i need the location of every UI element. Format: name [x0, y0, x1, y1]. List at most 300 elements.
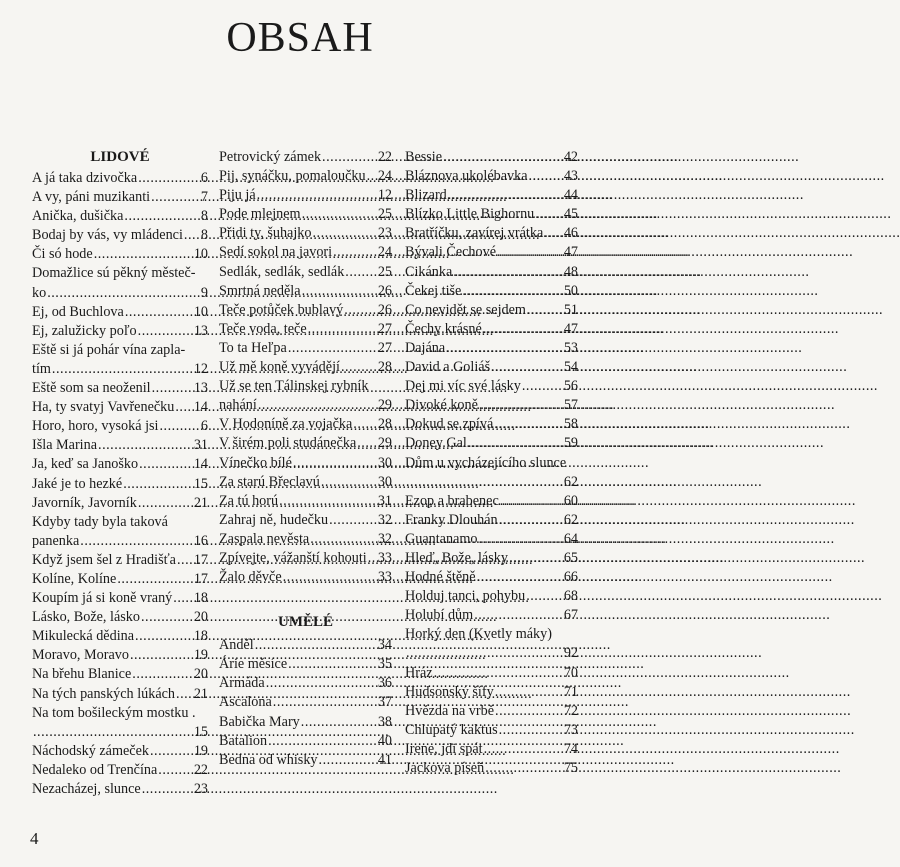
toc-entry-title: Za tú horú	[219, 492, 279, 509]
toc-entry	[219, 751, 392, 770]
toc-entry-title: Pij, synáčku, pomaloučku	[219, 168, 366, 185]
toc-entry	[32, 284, 208, 303]
toc-entry-page: 14	[193, 456, 208, 473]
toc-entry-page: 35	[377, 656, 392, 673]
toc-entry-page: 64	[563, 530, 578, 547]
toc-entry	[219, 568, 392, 587]
toc-entry	[405, 205, 578, 224]
toc-entry-title: Horký den (Kvetly máky)	[405, 626, 552, 643]
dot-leader	[177, 551, 193, 570]
toc-entry-page: 32	[377, 530, 392, 547]
dot-leader	[479, 396, 563, 415]
toc-entry-page: 47	[563, 320, 578, 337]
toc-entry-title: Divoké koně	[405, 397, 478, 414]
toc-entry-page: 47	[563, 244, 578, 261]
toc-entry-page: 6	[200, 418, 208, 435]
dot-leader	[98, 436, 193, 455]
toc-entry-title: Ha, ty svatyj Vavřenečku	[32, 399, 175, 416]
toc-entry	[405, 644, 578, 663]
toc-entry	[32, 245, 208, 264]
dot-leader	[175, 398, 192, 417]
toc-entry-page: 18	[193, 590, 208, 607]
dot-leader	[345, 263, 377, 282]
toc-entry-page: 46	[563, 225, 578, 242]
toc-entry-title: Teče voda, teče	[219, 320, 307, 337]
toc-entry	[32, 532, 208, 551]
toc-entry	[32, 646, 208, 665]
toc-entry	[405, 358, 578, 377]
toc-entry-title: ko	[32, 284, 47, 301]
toc-entry-title: Či só hode	[32, 246, 93, 263]
toc-entry-page: 31	[377, 492, 392, 509]
dot-leader	[151, 188, 200, 207]
dot-leader	[176, 685, 193, 704]
toc-entry	[219, 205, 392, 224]
dot-leader	[125, 303, 193, 322]
dot-leader	[139, 455, 193, 474]
toc-entry-title: Nedaleko od Trenčína	[32, 761, 158, 778]
toc-entry-title: To ta Heľpa	[219, 339, 287, 356]
dot-leader	[495, 702, 563, 721]
dot-leader	[500, 492, 563, 511]
toc-entry-title: Bedna od whisky	[219, 751, 318, 768]
toc-entry-title: Sedí sokol na javori	[219, 244, 333, 261]
toc-entry-page: 21	[193, 685, 208, 702]
toc-entry-page: 62	[563, 473, 578, 490]
toc-entry	[32, 264, 208, 283]
toc-entry	[405, 148, 578, 167]
toc-entry-title: Na tom bošileckým mostku .	[32, 704, 196, 721]
toc-entry-page: 60	[563, 492, 578, 509]
toc-entry-title: Javorník, Javorník	[32, 494, 137, 511]
toc-entry-title: Bývali Čechové	[405, 244, 497, 261]
toc-entry-page: 65	[563, 549, 578, 566]
toc-entry-title: panenka	[32, 532, 80, 549]
dot-leader	[273, 693, 377, 712]
toc-entry-title: Zaspala nevěsta	[219, 530, 310, 547]
toc-entry-title: Horo, horo, vysoká jsi	[32, 418, 159, 435]
dot-leader	[255, 636, 377, 655]
toc-entry-title: Přidi ty, šuhajko	[219, 225, 312, 242]
toc-entry-title: Blizard	[405, 187, 447, 204]
toc-column-1	[32, 148, 208, 799]
dot-leader	[329, 511, 377, 530]
toc-entry	[405, 263, 578, 282]
toc-entry-page: 22	[377, 149, 392, 165]
dot-leader	[141, 608, 193, 627]
dot-leader	[495, 683, 563, 702]
toc-entry	[32, 742, 208, 761]
toc-entry-page: 19	[193, 647, 208, 664]
dot-leader	[301, 713, 377, 732]
toc-entry-page: 23	[193, 781, 208, 797]
toc-entry	[32, 685, 208, 704]
toc-entry	[405, 511, 578, 530]
toc-entry	[32, 704, 208, 723]
toc-entry	[219, 263, 392, 282]
toc-entry	[32, 188, 208, 207]
dot-leader	[462, 282, 562, 301]
dot-leader	[544, 224, 563, 243]
toc-entry-page: 15	[193, 723, 208, 740]
dot-leader	[138, 494, 193, 513]
dot-leader	[288, 339, 377, 358]
toc-entry	[219, 732, 392, 751]
toc-entry	[405, 301, 578, 320]
dot-leader	[479, 530, 563, 549]
toc-entry-page: 41	[377, 751, 392, 768]
toc-entry-page: 19	[193, 742, 208, 759]
toc-entry-title: Čechy krásné	[405, 320, 482, 337]
dot-leader	[52, 360, 193, 379]
toc-entry-page: 9	[200, 284, 208, 301]
toc-entry-page: 56	[563, 378, 578, 395]
toc-entry-title: David a Goliáš	[405, 359, 491, 376]
toc-entry	[405, 243, 578, 262]
toc-entry-page: 51	[563, 301, 578, 318]
toc-entry	[405, 740, 578, 759]
toc-entry-title: Domažlice sú pěkný městeč-	[32, 265, 196, 282]
toc-entry	[32, 665, 208, 684]
dot-leader	[535, 205, 563, 224]
toc-entry	[219, 511, 392, 530]
toc-entry	[32, 513, 208, 532]
toc-entry-page: 21	[193, 494, 208, 511]
toc-entry	[219, 282, 392, 301]
toc-entry-title: Lásko, Bože, lásko	[32, 609, 140, 626]
toc-entry	[405, 186, 578, 205]
toc-list	[219, 148, 392, 587]
toc-entry-page: 24	[377, 244, 392, 261]
toc-entry-title: nahání	[219, 397, 257, 414]
toc-entry	[405, 377, 578, 396]
toc-entry-title: Vínečko bílé	[219, 454, 292, 471]
toc-entry-page: 42	[563, 149, 578, 165]
dot-leader	[468, 434, 563, 453]
dot-leader	[302, 282, 377, 301]
toc-entry-page: 62	[563, 511, 578, 528]
toc-column-2	[219, 148, 392, 770]
toc-entry-title: Na břehu Blanice	[32, 666, 132, 683]
toc-entry	[219, 396, 392, 415]
toc-entry	[219, 339, 392, 358]
page-number: 4	[30, 829, 39, 848]
dot-leader	[526, 587, 563, 606]
toc-entry-page: 23	[377, 225, 392, 242]
dot-leader	[484, 740, 563, 759]
toc-entry-page: 40	[377, 732, 392, 749]
toc-entry-title: Árie měsíce	[219, 656, 288, 673]
toc-entry-title: Bodaj by vás, vy mládenci	[32, 227, 183, 244]
toc-entry-page: 54	[563, 359, 578, 376]
toc-entry	[219, 674, 392, 693]
dot-leader	[124, 207, 200, 226]
dot-leader	[310, 530, 377, 549]
dot-leader	[80, 532, 193, 551]
toc-entry	[32, 494, 208, 513]
toc-entry-title: Anděl	[219, 637, 254, 654]
toc-entry	[405, 625, 578, 644]
toc-entry-title: Išla Marina	[32, 437, 98, 454]
toc-entry-page: 28	[377, 359, 392, 376]
dot-leader	[279, 492, 377, 511]
toc-entry-page: 92	[563, 645, 578, 662]
dot-leader	[283, 568, 377, 587]
toc-entry-title: Holduj tanci, pohybu	[405, 588, 526, 605]
toc-entry-page: 75	[563, 760, 578, 776]
toc-entry	[219, 148, 392, 167]
section-heading-lidove: LIDOVÉ	[90, 149, 150, 165]
dot-leader	[152, 379, 193, 398]
toc-entry	[219, 636, 392, 655]
toc-entry-title: V Hodoníně za vojačka	[219, 416, 353, 433]
toc-list	[32, 169, 208, 799]
toc-entry-title: Dej mi víc své lásky	[405, 378, 521, 395]
section-heading-umele: UMĚLÉ	[277, 614, 333, 631]
toc-entry-page: 45	[563, 206, 578, 223]
toc-entry-title: Ezop a brabenec	[405, 492, 499, 509]
toc-entry-title: Chlupatý kaktus	[405, 721, 498, 738]
toc-entry	[219, 693, 392, 712]
toc-entry-title: Eště si já pohár vína zapla-	[32, 341, 186, 358]
toc-entry-title: Žalo děvče	[219, 569, 282, 586]
toc-entry-title: Armáda	[219, 675, 265, 692]
toc-entry-page: 13	[193, 322, 208, 339]
toc-entry	[405, 549, 578, 568]
dot-leader	[341, 358, 377, 377]
toc-entry-page: 74	[563, 740, 578, 757]
toc-entry	[32, 475, 208, 494]
toc-entry-page: 7	[200, 189, 208, 206]
toc-entry	[219, 186, 392, 205]
toc-entry	[219, 415, 392, 434]
toc-entry	[32, 761, 208, 780]
dot-leader	[509, 549, 563, 568]
toc-entry-title: Kdyby tady byla taková	[32, 513, 168, 530]
dot-leader	[47, 284, 200, 303]
toc-entry-title: Koupím já si koně vraný	[32, 590, 173, 607]
toc-entry-page: 32	[377, 511, 392, 528]
dot-leader	[288, 655, 377, 674]
dot-leader	[142, 780, 193, 799]
toc-entry-title: Jackova píseň	[405, 760, 485, 776]
toc-entry-page: 22	[193, 761, 208, 778]
dot-leader	[138, 169, 200, 188]
toc-entry-page: 70	[563, 664, 578, 681]
toc-entry	[405, 721, 578, 740]
dot-leader	[474, 606, 563, 625]
toc-entry	[405, 396, 578, 415]
toc-entry-title: Moravo, Moravo	[32, 647, 129, 664]
toc-entry	[32, 551, 208, 570]
toc-entry	[405, 530, 578, 549]
toc-entry-page: 18	[193, 628, 208, 645]
toc-entry-page: 72	[563, 702, 578, 719]
toc-entry	[219, 377, 392, 396]
toc-entry-title: Doney Gal	[405, 435, 467, 452]
dot-leader	[443, 148, 563, 167]
dot-leader	[302, 205, 377, 224]
dot-leader	[483, 320, 563, 339]
toc-entry-page: 29	[377, 397, 392, 414]
dot-leader	[453, 263, 563, 282]
toc-entry-page: 25	[377, 263, 392, 280]
toc-entry	[32, 322, 208, 341]
toc-entry-title: Piju já	[219, 187, 256, 204]
toc-entry	[405, 320, 578, 339]
toc-entry-page: 30	[377, 473, 392, 490]
toc-entry-title: Hudsonský šífy	[405, 683, 494, 700]
dot-leader	[293, 454, 377, 473]
toc-entry	[32, 780, 208, 799]
dot-leader	[312, 224, 376, 243]
dot-leader	[522, 377, 563, 396]
toc-entry-title: Zahraj ně, hudečku	[219, 511, 329, 528]
toc-entry-page: 57	[563, 397, 578, 414]
toc-entry-title: Co nevidět se sejdem	[405, 301, 526, 318]
dot-leader	[173, 589, 193, 608]
toc-entry	[32, 589, 208, 608]
dot-leader	[158, 761, 193, 780]
toc-entry-page: 68	[563, 588, 578, 605]
toc-entry	[405, 167, 578, 186]
dot-leader	[130, 646, 193, 665]
dot-leader	[184, 226, 200, 245]
toc-entry-title: Ascalona	[219, 694, 272, 711]
dot-leader	[368, 549, 377, 568]
toc-entry	[405, 434, 578, 453]
toc-entry-page: 26	[377, 282, 392, 299]
toc-entry-page: 33	[377, 549, 392, 566]
dot-leader	[138, 322, 193, 341]
dot-leader	[257, 186, 377, 205]
toc-entry-page: 27	[377, 320, 392, 337]
toc-entry-title: Zpívejte, vážanští kohouti	[219, 549, 367, 566]
toc-entry-title: Sedlák, sedlák, sedlák	[219, 263, 345, 280]
toc-entry	[405, 587, 578, 606]
toc-entry	[405, 683, 578, 702]
toc-entry-title: Dům u vycházejícího slunce	[405, 454, 567, 471]
toc-entry-title: Ej, od Buchlova	[32, 303, 124, 320]
dot-leader	[160, 417, 200, 436]
toc-entry	[219, 320, 392, 339]
toc-entry	[32, 379, 208, 398]
toc-entry-title: Smrtná neděla	[219, 282, 301, 299]
toc-entry-title: Blízko Little Bighornu	[405, 206, 535, 223]
toc-entry-page: 12	[193, 360, 208, 377]
dot-leader	[448, 186, 563, 205]
toc-entry-page: 53	[563, 339, 578, 356]
toc-entry-title: Za starú Břeclavú	[219, 473, 320, 490]
toc-entry	[32, 417, 208, 436]
dot-leader	[446, 339, 563, 358]
toc-entry-page: 26	[377, 301, 392, 318]
toc-entry-page: 36	[377, 675, 392, 692]
toc-entry-title: Bessie	[405, 149, 443, 165]
dot-leader	[499, 511, 563, 530]
toc-entry	[405, 702, 578, 721]
toc-entry-title: Eště som sa neoženil	[32, 380, 151, 397]
toc-entry-page: 10	[193, 246, 208, 263]
toc-entry	[32, 570, 208, 589]
dot-leader	[132, 665, 193, 684]
toc-entry-page: 34	[377, 637, 392, 654]
toc-entry	[32, 303, 208, 322]
toc-entry-title: Nezacházej, slunce	[32, 781, 141, 797]
toc-entry-page: 17	[193, 570, 208, 587]
toc-entry-page: 31	[193, 437, 208, 454]
dot-leader	[308, 320, 377, 339]
toc-entry	[32, 627, 208, 646]
dot-leader	[499, 721, 563, 740]
dot-leader	[353, 415, 377, 434]
toc-entry	[405, 224, 578, 243]
toc-entry-page: 8	[200, 208, 208, 225]
toc-entry-title: Guantanamo	[405, 530, 478, 547]
dot-leader	[123, 475, 193, 494]
dot-leader	[33, 723, 193, 742]
toc-entry-page: 73	[563, 721, 578, 738]
dot-leader	[527, 301, 563, 320]
dot-leader	[117, 570, 192, 589]
dot-leader	[529, 167, 563, 186]
toc-entry	[219, 243, 392, 262]
toc-entry	[405, 664, 578, 683]
toc-entry-title: Čekej tiše	[405, 282, 462, 299]
toc-entry-page: 20	[193, 666, 208, 683]
toc-entry-title: V širém poli studánečka	[219, 435, 357, 452]
dot-leader	[497, 243, 563, 262]
dot-leader	[258, 396, 377, 415]
toc-list	[219, 636, 392, 770]
toc-entry-page: 44	[563, 187, 578, 204]
dot-leader	[491, 358, 563, 377]
toc-entry-page: 58	[563, 416, 578, 433]
toc-entry-title: Anička, dušička	[32, 208, 124, 225]
toc-entry-title: Dajána	[405, 339, 446, 356]
toc-entry	[32, 226, 208, 245]
toc-entry-page: 16	[193, 532, 208, 549]
toc-entry-title: Franky Dlouhán	[405, 511, 498, 528]
toc-entry-title: Když jsem šel z Hradišťa	[32, 551, 176, 568]
toc-entry-page: 13	[193, 380, 208, 397]
toc-entry	[219, 549, 392, 568]
toc-entry-title: Ej, zalužicky poľo	[32, 322, 137, 339]
toc-entry	[32, 207, 208, 226]
toc-entry-page: 30	[377, 454, 392, 471]
toc-entry-page: 33	[377, 569, 392, 586]
toc-entry-title: Hvězda na vrbě	[405, 702, 495, 719]
dot-leader	[485, 759, 563, 778]
dot-leader	[150, 742, 193, 761]
toc-entry-page: 14	[193, 399, 208, 416]
dot-leader	[406, 644, 563, 663]
toc-entry-page: 59	[563, 435, 578, 452]
toc-entry-title: Kolíne, Kolíne	[32, 570, 117, 587]
toc-entry-page: 66	[563, 569, 578, 586]
dot-leader	[322, 148, 377, 167]
toc-entry-title: A vy, páni muzikanti	[32, 189, 151, 206]
toc-entry	[32, 455, 208, 474]
toc-entry-page: 20	[193, 609, 208, 626]
toc-entry-page: 25	[377, 206, 392, 223]
dot-leader	[494, 415, 563, 434]
toc-entry-title: A já taka dzivočka	[32, 170, 138, 186]
toc-entry-title: Babička Mary	[219, 713, 300, 730]
toc-entry	[32, 341, 208, 360]
toc-entry	[32, 169, 208, 188]
toc-entry	[405, 606, 578, 625]
